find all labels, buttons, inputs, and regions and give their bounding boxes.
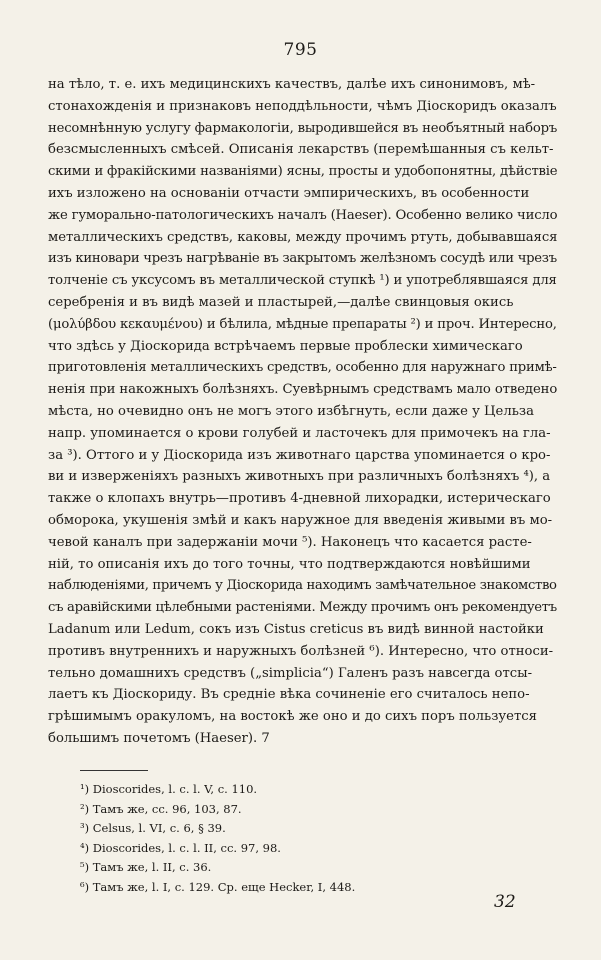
text-line: обморока, укушенія змѣй и какъ наружное для введенія живыми въ мо- xyxy=(48,512,553,528)
text-line: изъ киновари чрезъ нагрѣваніе въ закрытомъ желѣзномъ сосудѣ или чрезъ xyxy=(48,251,557,267)
footnote: ⁵) Тамъ же, l. II, c. 36. xyxy=(80,860,212,874)
text-line: ихъ изложено на основаніи отчасти эмпирическихъ, въ особенности xyxy=(48,185,530,201)
text-line: чевой каналъ при задержаніи мочи ⁵). Наконецъ что касается расте- xyxy=(48,534,532,550)
text-line: серебренія и въ видѣ мазей и пластырей,—далѣе свинцовыя окись xyxy=(48,294,514,310)
footnote: ³) Celsus, l. VI, c. 6, § 39. xyxy=(80,821,226,835)
text-line: большимъ почетомъ (Haeser). 7 xyxy=(48,730,270,746)
page-number: 795 xyxy=(283,40,318,60)
text-line: толченіе съ уксусомъ въ металлической ступкѣ ¹) и употреблявшаяся для xyxy=(48,273,557,289)
text-line: же гуморально-патологическихъ началъ (Haeser). Особенно велико число xyxy=(48,207,557,223)
text-line: что здѣсь у Діоскорида встрѣчаемъ первые проблески химическаго xyxy=(48,338,523,354)
body-text xyxy=(48,74,557,750)
footnote: ⁶) Тамъ же, l. I, c. 129. Ср. еще Hecker, I, 448. xyxy=(80,879,356,894)
footnote-divider xyxy=(80,770,148,771)
text-line: ненія при накожныхъ болѣзняхъ. Суевѣрнымъ средствамъ мало отведено xyxy=(48,382,557,398)
footnote: ²) Тамъ же, сс. 96, 103, 87. xyxy=(80,801,242,816)
text-line: за ³). Оттого и у Діоскорида изъ животнаго царства упоминается о кро- xyxy=(48,447,551,463)
signature-mark: 32 xyxy=(494,892,516,912)
text-line: тельно домашнихъ средствъ („simplicia“) Галенъ разъ навсегда отсы- xyxy=(48,665,533,681)
text-line: ній, то описанія ихъ до того точны, что подтверждаются новѣйшими xyxy=(48,556,531,572)
text-line: лаетъ къ Діоскориду. Въ средніе вѣка сочиненіе его считалось непо- xyxy=(48,687,530,703)
text-line: на тѣло, т. е. ихъ медицинскихъ качествъ, далѣе ихъ синонимовъ, мѣ- xyxy=(48,77,536,92)
footnote: ¹) Dioscorides, l. c. l. V, c. 110. xyxy=(80,782,258,796)
text-line: напр. упоминается о крови голубей и ласточекъ для примочекъ на гла- xyxy=(48,425,551,441)
text-line: безсмысленныхъ смѣсей. Описанія лекарствъ (перемѣшанныя съ кельт- xyxy=(48,142,554,158)
text-line: также о клопахъ внутрь—противъ 4-дневной лихорадки, истерическаго xyxy=(48,491,551,507)
text-line: (μολύβδου κεκαυμένου) и бѣлила, мѣдные препараты ²) и проч. Интересно, xyxy=(48,316,557,332)
text-line: ви и изверженіяхъ разныхъ животныхъ при различныхъ болѣзняхъ ⁴), а xyxy=(48,469,551,485)
text-line: наблюденіями, причемъ у Діоскорида находимъ замѣчательное знакомство xyxy=(48,578,557,594)
footnotes xyxy=(80,780,540,897)
text-line: мѣста, но очевидно онъ не могъ этого избѣгнуть, если даже у Цельза xyxy=(48,403,534,419)
text-line: стонахожденія и признаковъ неподдѣльности, чѣмъ Діоскоридъ оказалъ xyxy=(48,98,557,114)
text-line: скими и фракійскими названіями) ясны, просты и удобопонятны, дѣйствіе xyxy=(48,164,557,180)
text-line: Ladanum или Ledum, сокъ изъ Cistus creticus въ видѣ винной настойки xyxy=(48,621,544,637)
text-line: грѣшимымъ оракуломъ, на востокѣ же оно и до сихъ поръ пользуется xyxy=(48,709,537,725)
text-line: съ аравійскими цѣлебными растеніями. Между прочимъ онъ рекомендуетъ xyxy=(48,600,557,616)
text-line: противъ внутреннихъ и наружныхъ болѣзней ⁶). Интересно, что относи- xyxy=(48,643,554,659)
text-line: несомнѣнную услугу фармакологіи, выродившейся въ необъятный наборъ xyxy=(48,120,557,136)
text-line: приготовленія металлическихъ средствъ, особенно для наружнаго примѣ- xyxy=(48,360,557,376)
footnote: ⁴) Dioscorides, l. c. l. II, cc. 97, 98. xyxy=(80,840,281,855)
text-line: металлическихъ средствъ, каковы, между прочимъ ртуть, добывавшаяся xyxy=(48,229,557,245)
